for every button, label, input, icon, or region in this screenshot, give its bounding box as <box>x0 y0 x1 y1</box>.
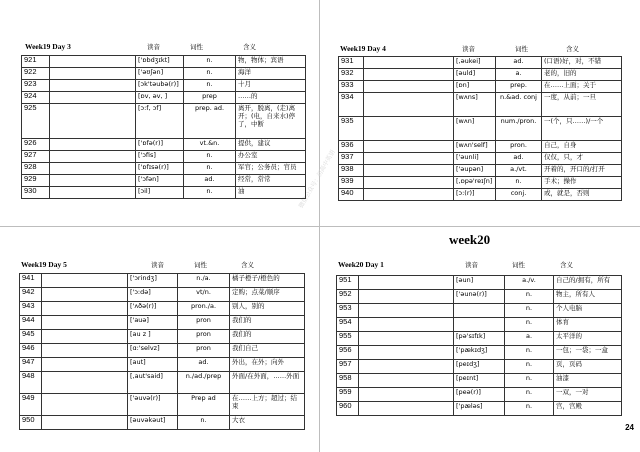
phonetic-cell: [au z ] <box>128 330 178 344</box>
phonetic-cell: [ɔ:(r)] <box>454 189 496 201</box>
pos-cell: n. <box>505 374 554 388</box>
entry-number: 941 <box>20 274 42 288</box>
meaning-header: 含义 <box>560 261 573 269</box>
phonetic-cell: [əuld] <box>454 69 496 81</box>
meaning-cell: 油 <box>236 187 306 199</box>
panel-title: Week19 Day 3 <box>25 42 71 51</box>
spacer-cell <box>359 402 454 416</box>
spacer-cell <box>364 165 454 177</box>
phonetic-cell: [ɔil] <box>136 187 184 199</box>
spacer-cell <box>359 304 454 318</box>
entry-number: 930 <box>22 187 50 199</box>
phonetic-cell: ['auə] <box>128 316 178 330</box>
spacer-cell <box>364 117 454 141</box>
meaning-header: 含义 <box>243 43 256 51</box>
meaning-cell: 或，就是，否则 <box>542 189 622 201</box>
pos-cell: n./ad./prep <box>178 372 230 394</box>
meaning-cell: 定购；点菜/顺序 <box>230 288 305 302</box>
meaning-cell: 一包；一袋；一盒 <box>554 346 622 360</box>
entry-number: 928 <box>22 163 50 175</box>
entry-number: 943 <box>20 302 42 316</box>
phonetic-cell: ['ɒfə(r)] <box>136 139 184 151</box>
entry-number: 935 <box>339 117 364 141</box>
meaning-cell: 大衣 <box>230 416 305 430</box>
pos-cell: ad. <box>496 57 542 69</box>
phonetic-cell: [peə(r)] <box>454 388 505 402</box>
table-row <box>337 276 622 290</box>
meaning-cell: 军官；公务员；官员 <box>236 163 306 175</box>
entry-number: 960 <box>337 402 359 416</box>
pos-cell: n. <box>184 151 236 163</box>
table-row <box>337 374 622 388</box>
table-row <box>22 187 306 199</box>
entry-number: 949 <box>20 394 42 416</box>
pos-cell: a./v. <box>505 276 554 290</box>
spacer-cell <box>42 302 128 316</box>
meaning-cell: 提供，建议 <box>236 139 306 151</box>
meaning-cell: 外面/在外面，……外面 <box>230 372 305 394</box>
meaning-cell: 我们自己 <box>230 344 305 358</box>
spacer-cell <box>364 153 454 165</box>
pos-cell: a./vt. <box>496 165 542 177</box>
entry-number: 939 <box>339 177 364 189</box>
pos-cell: n. <box>505 346 554 360</box>
spacer-cell <box>42 274 128 288</box>
phonetic-cell: ['ɔrindʒ] <box>128 274 178 288</box>
phonetic-cell: ['əunə(r)] <box>454 290 505 304</box>
pos-cell: n. <box>505 290 554 304</box>
spacer-cell <box>359 318 454 332</box>
pos-cell: conj. <box>496 189 542 201</box>
phonetic-cell: ['əunli] <box>454 153 496 165</box>
table-row <box>20 344 305 358</box>
pos-cell: a. <box>505 332 554 346</box>
phonetic-cell: ['ɔ:də] <box>128 288 178 302</box>
entry-number: 931 <box>339 57 364 69</box>
pos-cell: n. <box>505 318 554 332</box>
entry-number: 959 <box>337 388 359 402</box>
pos-cell: pron. <box>496 141 542 153</box>
spacer-cell <box>42 344 128 358</box>
phonetic-cell: ['əuvə(r)] <box>128 394 178 416</box>
pos-cell: prep <box>184 92 236 104</box>
spacer-cell <box>50 92 136 104</box>
meaning-cell: (口语)好，对，不错 <box>542 57 622 69</box>
spacer-cell <box>50 80 136 92</box>
phonetic-cell: [peɪdʒ] <box>454 360 505 374</box>
phonetic-cell: [aut] <box>128 358 178 372</box>
spacer-cell <box>50 187 136 199</box>
meaning-cell: 老的，旧的 <box>542 69 622 81</box>
phonetic-cell: [pə'sɪfɪk] <box>454 332 505 346</box>
meaning-cell: 十月 <box>236 80 306 92</box>
spacer-cell <box>359 374 454 388</box>
spacer-cell <box>359 346 454 360</box>
panel-header <box>336 260 621 272</box>
page-number: 24 <box>625 423 634 432</box>
table-row <box>339 177 622 189</box>
table-row <box>339 141 622 153</box>
spacer-cell <box>42 330 128 344</box>
vocab-table <box>21 55 306 199</box>
entry-number: 922 <box>22 68 50 80</box>
pos-cell: pron <box>178 330 230 344</box>
table-row <box>339 93 622 117</box>
meaning-header: 含义 <box>241 261 254 269</box>
pos-cell: n./a. <box>178 274 230 288</box>
table-row <box>22 68 306 80</box>
pos-cell: n. <box>496 177 542 189</box>
phonetic-header: 读音 <box>462 45 475 53</box>
phonetic-cell: ['ɔfis] <box>136 151 184 163</box>
entry-number: 923 <box>22 80 50 92</box>
panel-title: Week19 Day 5 <box>21 260 67 269</box>
pos-header: 词性 <box>190 43 203 51</box>
meaning-cell: 经常，常常 <box>236 175 306 187</box>
meaning-cell: 物主，所有人 <box>554 290 622 304</box>
spacer-cell <box>364 189 454 201</box>
table-row <box>339 81 622 93</box>
spacer-cell <box>42 372 128 394</box>
pos-cell: n. <box>184 80 236 92</box>
spacer-cell <box>364 141 454 153</box>
entry-number: 958 <box>337 374 359 388</box>
entry-number: 957 <box>337 360 359 374</box>
pos-cell: pron./a. <box>178 302 230 316</box>
table-row <box>20 330 305 344</box>
table-row <box>337 304 622 318</box>
spacer-cell <box>364 177 454 189</box>
watermark: 微信公众号：初高中英语 <box>297 148 337 210</box>
panel-title: Week19 Day 4 <box>340 44 386 53</box>
meaning-cell: 太平洋的 <box>554 332 622 346</box>
pos-cell: prep. ad. <box>184 104 236 139</box>
week20-title: week20 <box>449 232 491 247</box>
phonetic-cell: [ɔ:f, ɔf] <box>136 104 184 139</box>
entry-number: 933 <box>339 81 364 93</box>
table-row <box>339 57 622 69</box>
spacer-cell <box>42 394 128 416</box>
phonetic-header: 读音 <box>465 261 478 269</box>
table-row <box>20 416 305 430</box>
entry-number: 950 <box>20 416 42 430</box>
meaning-cell: 橘子橙子/橙色的 <box>230 274 305 288</box>
table-row <box>337 332 622 346</box>
pos-cell: n.&ad. conj <box>496 93 542 117</box>
meaning-cell: 离开，脱离，(走)离开；(电，自来水)停了，中断 <box>236 104 306 139</box>
table-row <box>337 360 622 374</box>
meaning-cell: 宫，宫殿 <box>554 402 622 416</box>
pos-cell: vt/n. <box>178 288 230 302</box>
phonetic-cell: [,əukei] <box>454 57 496 69</box>
phonetic-cell: [ɑ:'selvz] <box>128 344 178 358</box>
entry-number: 942 <box>20 288 42 302</box>
meaning-cell: 开着的，开口的/打开 <box>542 165 622 177</box>
table-row <box>20 302 305 316</box>
table-row <box>22 175 306 187</box>
table-row <box>337 402 622 416</box>
pos-cell: n. <box>184 163 236 175</box>
meaning-cell: 一双，一对 <box>554 388 622 402</box>
phonetic-cell: [ɒn] <box>454 81 496 93</box>
entry-number: 926 <box>22 139 50 151</box>
table-row <box>20 372 305 394</box>
phonetic-cell: [əuvəkəut] <box>128 416 178 430</box>
pos-cell: Prep ad <box>178 394 230 416</box>
pos-cell: ad. <box>178 358 230 372</box>
phonetic-cell: [wʌn] <box>454 117 496 141</box>
entry-number: 946 <box>20 344 42 358</box>
spacer-cell <box>359 388 454 402</box>
phonetic-cell: ['ʌðə(r)] <box>128 302 178 316</box>
spacer-cell <box>50 139 136 151</box>
entry-number: 954 <box>337 318 359 332</box>
entry-number: 945 <box>20 330 42 344</box>
table-row <box>337 318 622 332</box>
entry-number: 937 <box>339 153 364 165</box>
entry-number: 948 <box>20 372 42 394</box>
pos-cell: pron <box>178 344 230 358</box>
entry-number: 925 <box>22 104 50 139</box>
pos-cell: n. <box>505 304 554 318</box>
entry-number: 953 <box>337 304 359 318</box>
table-row <box>22 151 306 163</box>
phonetic-cell: [wʌn'self] <box>454 141 496 153</box>
pos-header: 词性 <box>512 261 525 269</box>
pos-cell: ad. <box>184 175 236 187</box>
pos-cell: vt.&n. <box>184 139 236 151</box>
phonetic-header: 读音 <box>151 261 164 269</box>
meaning-cell: 物，物体；宾语 <box>236 56 306 68</box>
entry-number: 932 <box>339 69 364 81</box>
phonetic-cell: [ɔk'təubə(r)] <box>136 80 184 92</box>
table-row <box>339 117 622 141</box>
entry-number: 944 <box>20 316 42 330</box>
entry-number: 936 <box>339 141 364 153</box>
table-row <box>339 189 622 201</box>
horizontal-page-divider <box>0 226 640 227</box>
phonetic-cell <box>454 318 505 332</box>
entry-number: 938 <box>339 165 364 177</box>
table-row <box>20 394 305 416</box>
spacer-cell <box>50 56 136 68</box>
table-row <box>339 153 622 165</box>
pos-header: 词性 <box>194 261 207 269</box>
phonetic-cell: ['əupən] <box>454 165 496 177</box>
table-row <box>20 358 305 372</box>
table-row <box>22 139 306 151</box>
phonetic-cell: [peɪnt] <box>454 374 505 388</box>
phonetic-cell: [,ɒpə'reɪʃn] <box>454 177 496 189</box>
panel-header <box>338 44 621 56</box>
meaning-cell: 自己的/拥有，所有 <box>554 276 622 290</box>
entry-number: 934 <box>339 93 364 117</box>
spacer-cell <box>42 316 128 330</box>
spacer-cell <box>42 288 128 302</box>
spacer-cell <box>364 69 454 81</box>
table-row <box>337 346 622 360</box>
spacer-cell <box>42 358 128 372</box>
vocab-table <box>336 275 622 416</box>
pos-cell: n. <box>178 416 230 430</box>
panel-header <box>21 42 305 54</box>
spacer-cell <box>42 416 128 430</box>
table-row <box>337 290 622 304</box>
phonetic-cell: [əun] <box>454 276 505 290</box>
table-row <box>20 288 305 302</box>
entry-number: 955 <box>337 332 359 346</box>
meaning-cell: 别人，别的 <box>230 302 305 316</box>
meaning-cell: 个人电脑 <box>554 304 622 318</box>
entry-number: 951 <box>337 276 359 290</box>
spacer-cell <box>359 290 454 304</box>
table-row <box>20 274 305 288</box>
table-row <box>22 56 306 68</box>
entry-number: 956 <box>337 346 359 360</box>
pos-cell: num./pron. <box>496 117 542 141</box>
phonetic-cell: ['pækɪdʒ] <box>454 346 505 360</box>
phonetic-cell: ['pæləs] <box>454 402 505 416</box>
vocab-table <box>19 273 305 430</box>
phonetic-cell: ['ɒfɪsə(r)] <box>136 163 184 175</box>
phonetic-cell: [wʌns] <box>454 93 496 117</box>
spacer-cell <box>50 104 136 139</box>
meaning-header: 含义 <box>566 45 579 53</box>
phonetic-cell: ['ɒbdʒɪkt] <box>136 56 184 68</box>
pos-cell: n. <box>505 388 554 402</box>
phonetic-cell <box>454 304 505 318</box>
meaning-cell: 我们的 <box>230 330 305 344</box>
table-row <box>339 165 622 177</box>
entry-number: 947 <box>20 358 42 372</box>
pos-header: 词性 <box>515 45 528 53</box>
meaning-cell: 办公室 <box>236 151 306 163</box>
meaning-cell: 在……上面；关于 <box>542 81 622 93</box>
table-row <box>22 163 306 175</box>
pos-cell: n. <box>184 56 236 68</box>
meaning-cell: 仅仅，只，才 <box>542 153 622 165</box>
vocab-table <box>338 56 622 201</box>
spacer-cell <box>50 163 136 175</box>
meaning-cell: 体育 <box>554 318 622 332</box>
spacer-cell <box>359 332 454 346</box>
pos-cell: pron <box>178 316 230 330</box>
spacer-cell <box>364 57 454 69</box>
table-row <box>22 104 306 139</box>
table-row <box>20 316 305 330</box>
meaning-cell: 一(个，只……)/一个 <box>542 117 622 141</box>
meaning-cell: 海洋 <box>236 68 306 80</box>
phonetic-cell: [ɒv, əv, ] <box>136 92 184 104</box>
meaning-cell: 手术；操作 <box>542 177 622 189</box>
table-row <box>339 69 622 81</box>
spacer-cell <box>359 276 454 290</box>
phonetic-cell: ['ɔfən] <box>136 175 184 187</box>
spacer-cell <box>364 81 454 93</box>
pos-cell: ad. <box>496 153 542 165</box>
meaning-cell: 外出，在外；向外 <box>230 358 305 372</box>
meaning-cell: 页，页码 <box>554 360 622 374</box>
entry-number: 940 <box>339 189 364 201</box>
meaning-cell: 我们的 <box>230 316 305 330</box>
meaning-cell: ……的 <box>236 92 306 104</box>
table-row <box>22 80 306 92</box>
phonetic-cell: [,aut'said] <box>128 372 178 394</box>
spacer-cell <box>50 175 136 187</box>
meaning-cell: 油漆 <box>554 374 622 388</box>
pos-cell: n. <box>505 402 554 416</box>
panel-title: Week20 Day 1 <box>338 260 384 269</box>
phonetic-cell: ['əʊʃən] <box>136 68 184 80</box>
pos-cell: prep. <box>496 81 542 93</box>
entry-number: 929 <box>22 175 50 187</box>
pos-cell: a. <box>496 69 542 81</box>
entry-number: 921 <box>22 56 50 68</box>
phonetic-header: 读音 <box>147 43 160 51</box>
spacer-cell <box>50 151 136 163</box>
spacer-cell <box>359 360 454 374</box>
table-row <box>22 92 306 104</box>
panel-header <box>19 260 304 272</box>
meaning-cell: 自己，自身 <box>542 141 622 153</box>
meaning-cell: 一度，从前；一旦 <box>542 93 622 117</box>
pos-cell: n. <box>184 68 236 80</box>
pos-cell: n. <box>505 360 554 374</box>
spacer-cell <box>364 93 454 117</box>
spacer-cell <box>50 68 136 80</box>
entry-number: 952 <box>337 290 359 304</box>
entry-number: 927 <box>22 151 50 163</box>
meaning-cell: 在……上方；超过；结束 <box>230 394 305 416</box>
entry-number: 924 <box>22 92 50 104</box>
table-row <box>337 388 622 402</box>
pos-cell: n. <box>184 187 236 199</box>
